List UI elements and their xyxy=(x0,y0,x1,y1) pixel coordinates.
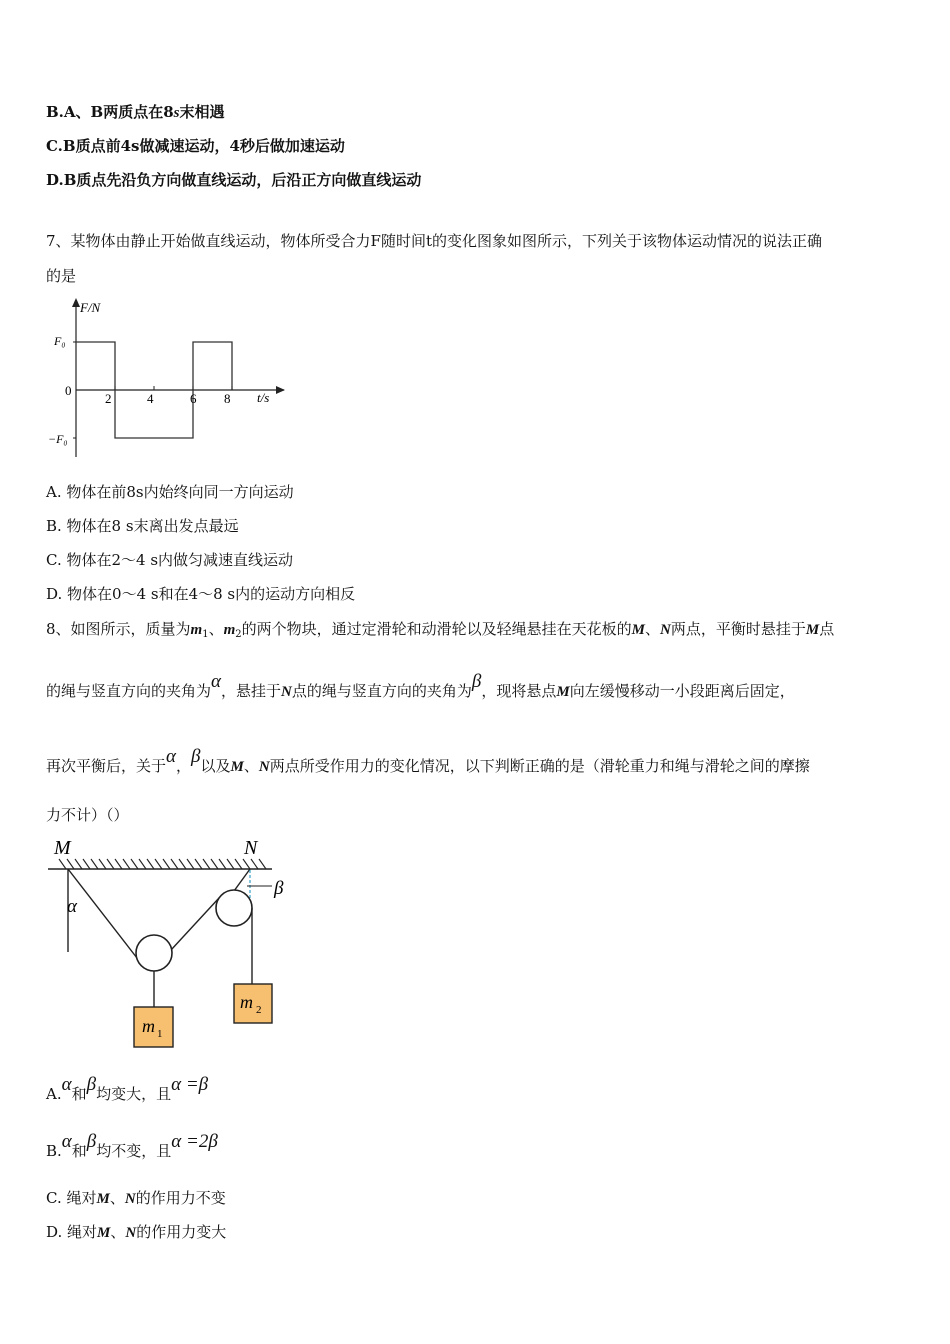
ceiling-hatch xyxy=(59,859,266,869)
relation-alpha-equals-beta: α =β xyxy=(171,1074,209,1095)
hatch-line xyxy=(99,859,106,869)
hatch-line xyxy=(195,859,202,869)
q8-pulley-diagram xyxy=(44,834,304,1052)
q8-stem-line4: 力不计）（） xyxy=(46,806,129,824)
hatch-line xyxy=(227,859,234,869)
q8-option-b: B.α和β均不变，且α =2β xyxy=(46,1131,218,1160)
q8-option-c: C. 绳对M、N的作用力不变 xyxy=(46,1189,226,1207)
rope-N-to-fixed-pulley xyxy=(234,869,250,891)
label-m2: m xyxy=(240,992,253,1012)
hatch-line xyxy=(235,859,242,869)
q7-option-c: C. 物体在2～4 s内做匀减速直线运动 xyxy=(46,551,294,569)
q7-f0-label: F₀ xyxy=(54,334,66,348)
q8-option-a: A.α和β均变大，且α =β xyxy=(46,1074,209,1103)
hatch-line xyxy=(243,859,250,869)
hatch-line xyxy=(139,859,146,869)
label-M: M xyxy=(54,837,71,859)
label-beta: β xyxy=(274,878,284,899)
q7-y-arrow xyxy=(72,298,80,307)
alpha-symbol: α xyxy=(211,671,221,692)
rope-pulley-to-pulley xyxy=(171,898,219,950)
q7-origin-label: 0 xyxy=(65,383,72,398)
q6-option-d: D.B质点先沿负方向做直线运动，后沿正方向做直线运动 xyxy=(46,171,422,189)
q7-force-time-graph xyxy=(44,295,294,460)
label-N: N xyxy=(244,837,258,859)
label-m1-sub: 1 xyxy=(157,1028,163,1040)
hatch-line xyxy=(155,859,162,869)
q7-tick-4: 4 xyxy=(147,391,154,406)
hatch-line xyxy=(147,859,154,869)
q7-x-arrow xyxy=(276,386,285,394)
hatch-line xyxy=(251,859,258,869)
relation-alpha-equals-2beta: α =2β xyxy=(171,1131,218,1152)
q7-option-a: A. 物体在前8s内始终向同一方向运动 xyxy=(46,483,294,501)
label-m1: m xyxy=(142,1016,155,1036)
q8-stem-line2: 的绳与竖直方向的夹角为α，悬挂于N点的绳与竖直方向的夹角为β，现将悬点M向左缓慢移动一小段距离后固定， xyxy=(46,671,795,700)
movable-pulley xyxy=(136,935,172,971)
hatch-line xyxy=(171,859,178,869)
fixed-pulley xyxy=(216,890,252,926)
q8-stem-line1: 8、如图所示，质量为$m_1$、$m_2$的两个物块，通过定滑轮和动滑轮以及轻绳悬挂在天花板的M、N两点，平衡时悬挂于M点 xyxy=(46,620,835,640)
hatch-line xyxy=(131,859,138,869)
q7-axes xyxy=(72,298,285,457)
hatch-line xyxy=(163,859,170,869)
q7-option-d: D. 物体在0～4 s和在4～8 s内的运动方向相反 xyxy=(46,585,356,603)
q7-option-b: B. 物体在8 s末离出发点最远 xyxy=(46,517,239,535)
hatch-line xyxy=(187,859,194,869)
q6-option-b: B.A、B两质点在8s末相遇 xyxy=(46,103,225,121)
q7-tick-8: 8 xyxy=(224,391,231,406)
q7-stem-line1: 7、某物体由静止开始做直线运动，物体所受合力F随时间t的变化图象如图所示，下列关于该物体运动情况的说法正确 xyxy=(46,232,822,250)
hatch-line xyxy=(115,859,122,869)
label-alpha: α xyxy=(67,896,77,917)
q7-neg-f0-label: −F₀ xyxy=(48,432,68,446)
hatch-line xyxy=(91,859,98,869)
rope-M-to-pulley xyxy=(68,869,137,958)
q7-y-label: F/N xyxy=(80,300,101,315)
q7-stem-line2: 的是 xyxy=(46,267,77,285)
q6-option-c: C.B质点前4s做减速运动，4秒后做加速运动 xyxy=(46,137,345,155)
hatch-line xyxy=(75,859,82,869)
hatch-line xyxy=(259,859,266,869)
beta-symbol: β xyxy=(471,671,482,692)
hatch-line xyxy=(203,859,210,869)
hatch-line xyxy=(59,859,66,869)
q7-tick-6: 6 xyxy=(190,391,197,406)
q7-x-label: t/s xyxy=(257,390,270,405)
q8-stem-line3: 再次平衡后，关于α，β以及M、N两点所受作用力的变化情况，以下判断正确的是（滑轮重力和绳与滑轮之间的摩擦 xyxy=(46,746,810,775)
hatch-line xyxy=(123,859,130,869)
hatch-line xyxy=(83,859,90,869)
hatch-line xyxy=(67,859,74,869)
q8-option-d: D. 绳对M、N的作用力变大 xyxy=(46,1223,227,1241)
label-m2-sub: 2 xyxy=(256,1004,262,1016)
q7-tick-2: 2 xyxy=(105,391,112,406)
hatch-line xyxy=(107,859,114,869)
hatch-line xyxy=(219,859,226,869)
hatch-line xyxy=(179,859,186,869)
hatch-line xyxy=(211,859,218,869)
